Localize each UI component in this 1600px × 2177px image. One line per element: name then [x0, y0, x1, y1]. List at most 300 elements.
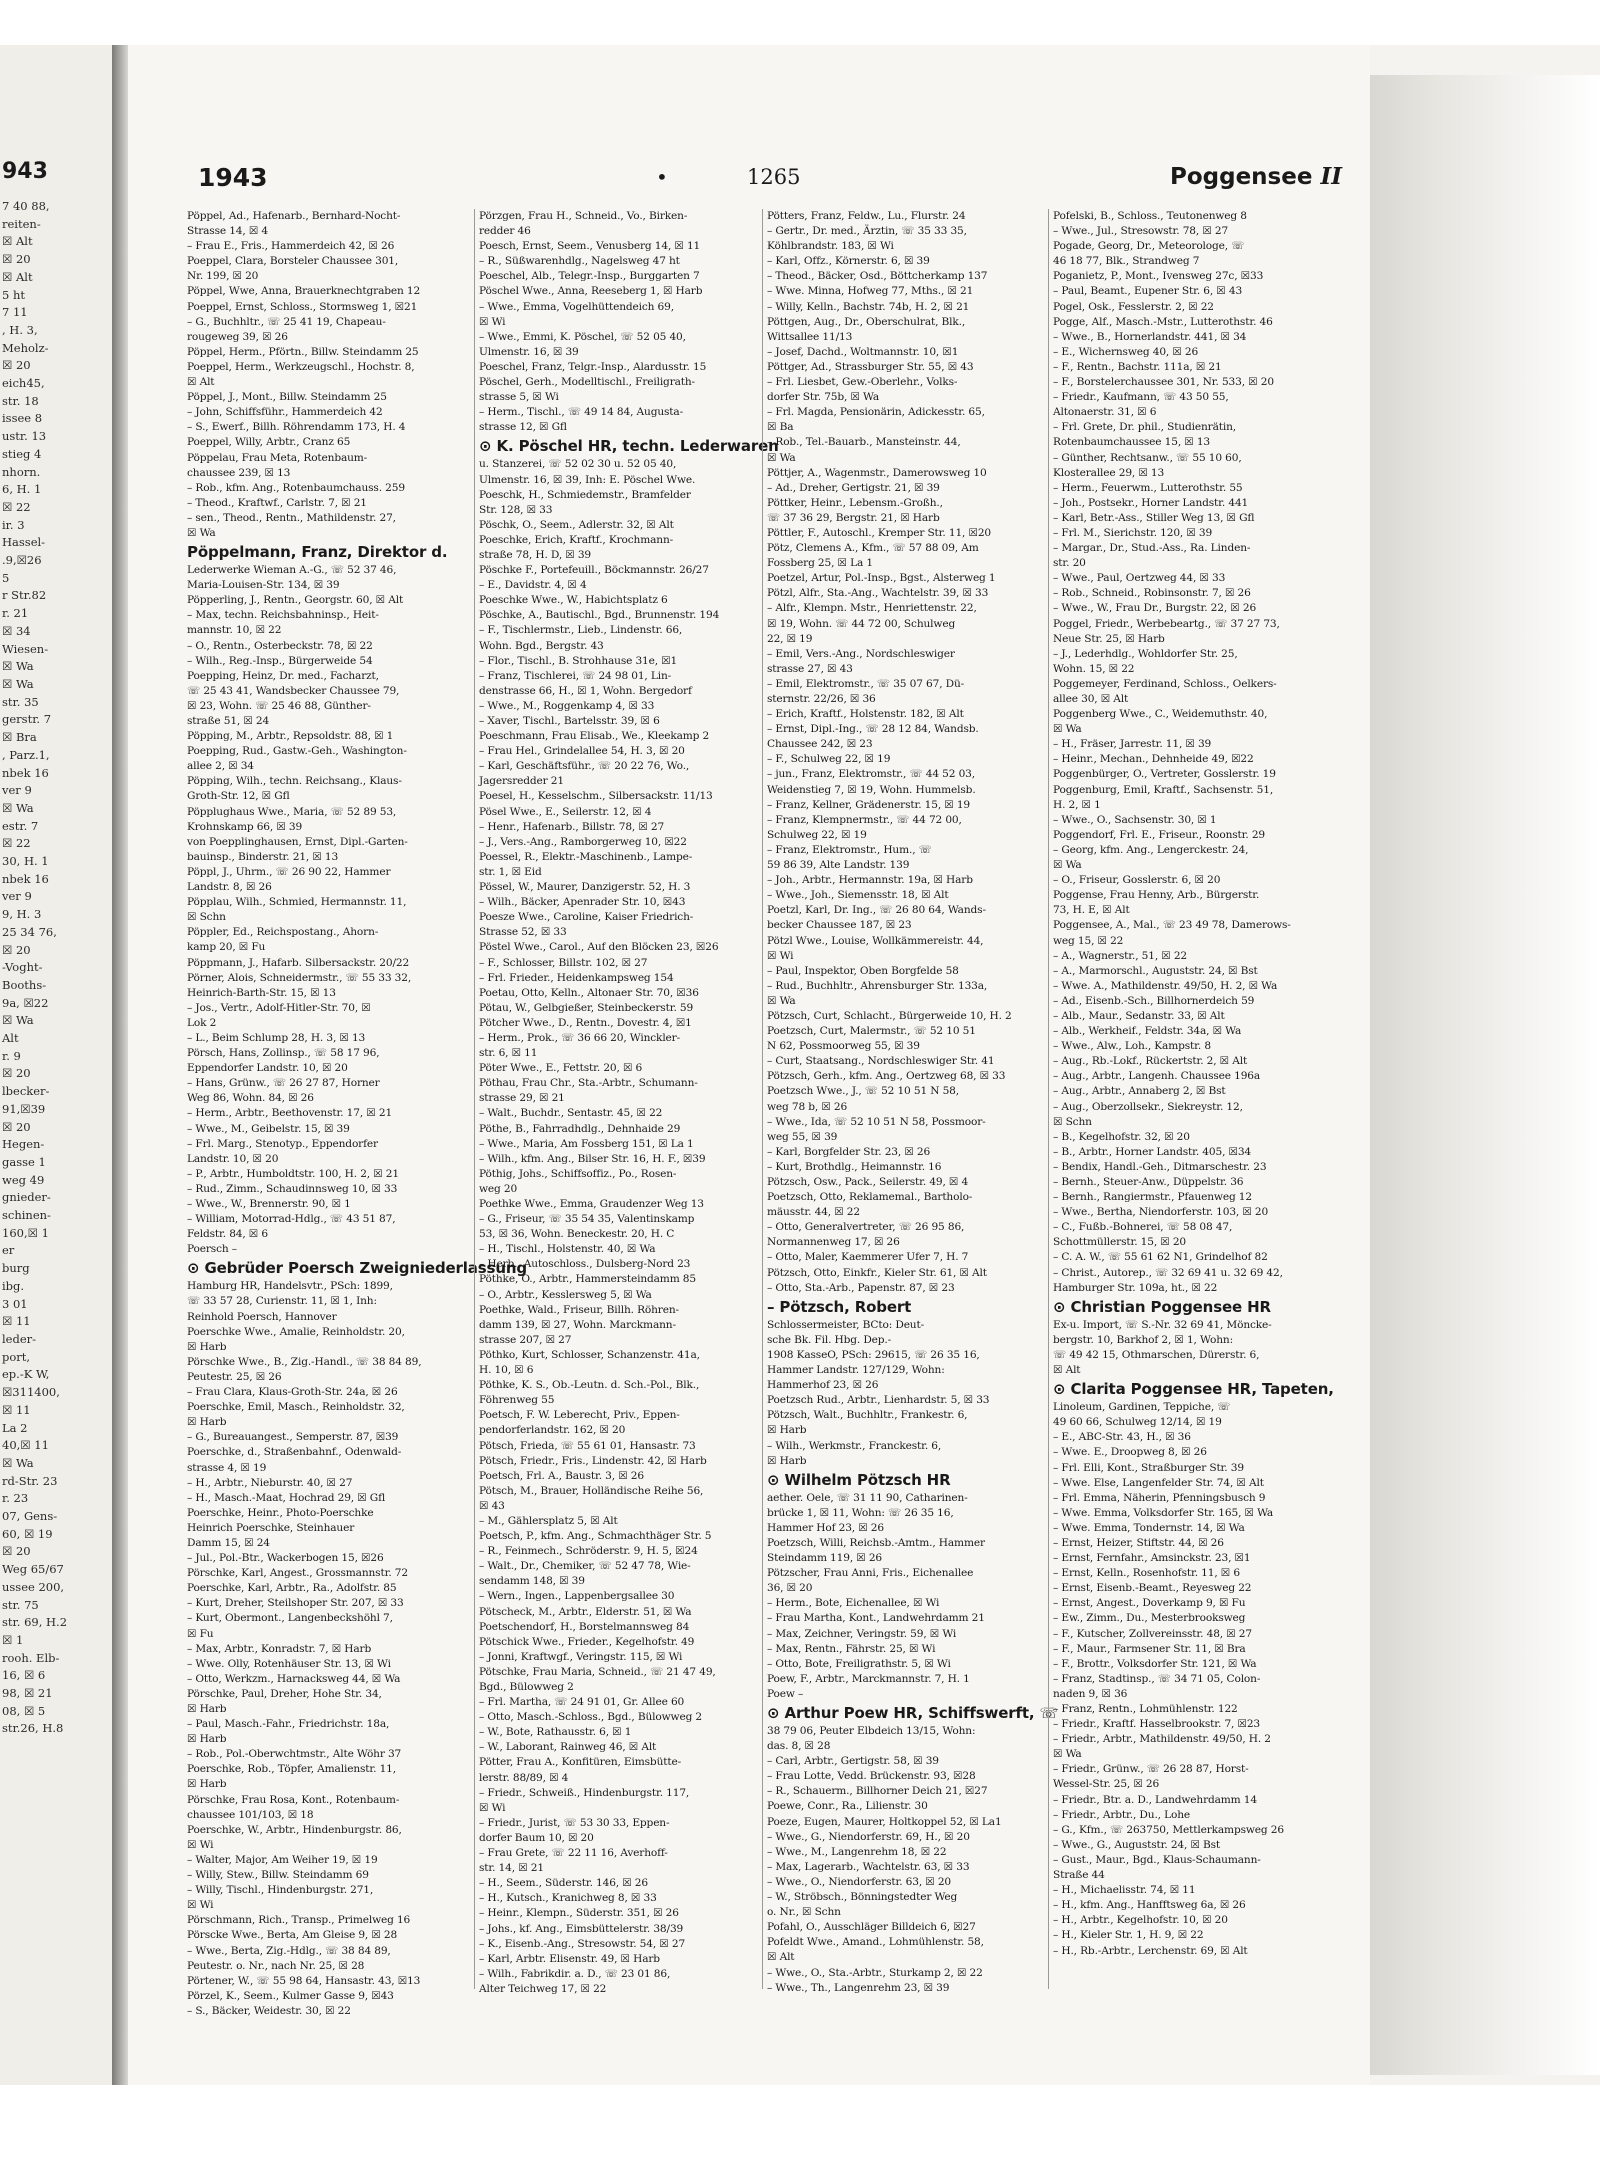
book-gutter — [112, 45, 128, 2085]
directory-entry: – Herm., Tischl., ☏ 49 14 84, Augusta- — [479, 406, 684, 419]
directory-entry: Klosterallee 29, ☒ 13 — [1053, 466, 1165, 479]
left-fragment-line: eich45, — [2, 376, 45, 391]
page-header — [198, 163, 1342, 203]
directory-entry: – O., Arbtr., Kesslersweg 5, ☒ Wa — [479, 1288, 652, 1301]
directory-entry: ☒ Alt — [187, 376, 215, 389]
directory-entry: – E., ABC-Str. 43, H., ☒ 36 — [1053, 1431, 1191, 1444]
directory-entry: Linoleum, Gardinen, Teppiche, ☏ — [1053, 1401, 1231, 1414]
directory-entry: Peutestr. 25, ☒ 26 — [187, 1370, 282, 1383]
directory-entry: – G., Friseur, ☏ 35 54 35, Valentinskamp — [479, 1213, 695, 1226]
directory-entry: allee 2, ☒ 34 — [187, 760, 254, 773]
left-fragment-line: stieg 4 — [2, 446, 42, 461]
directory-entry: Pöppelau, Frau Meta, Rotenbaum- — [187, 451, 368, 464]
directory-entry: – Frl. Grete, Dr. phil., Studienrätin, — [1053, 421, 1236, 434]
directory-entry: ☒ Harb — [187, 1416, 227, 1429]
directory-entry: – Wwe., M., Langenrehm 18, ☒ 22 — [767, 1845, 947, 1858]
directory-entry: – Erich, Kraftf., Holstenstr. 182, ☒ Alt — [767, 708, 964, 721]
directory-entry: – Wwe., Bertha, Niendorferstr. 103, ☒ 20 — [1053, 1206, 1269, 1219]
directory-entry: – Aug., Arbtr., Annaberg 2, ☒ Bst — [1053, 1085, 1226, 1098]
directory-entry: Nr. 199, ☒ 20 — [187, 270, 259, 283]
directory-entry: Pötschke, Frau Maria, Schneid., ☏ 21 47 49, — [479, 1665, 716, 1678]
directory-entry: – Wwe., G., Auguststr. 24, ☒ Bst — [1053, 1838, 1221, 1851]
directory-entry: Föhrenweg 55 — [479, 1394, 555, 1407]
directory-entry: Poetzsch, Willi, Reichsb.-Amtm., Hammer — [767, 1536, 985, 1549]
directory-entry: – Frl. Frieder., Heidenkampsweg 154 — [479, 971, 674, 984]
directory-entry: – Pötzsch, Robert — [767, 1297, 912, 1316]
directory-entry: – Heinr., Mechan., Dehnheide 49, ☒22 — [1053, 753, 1254, 766]
directory-entry: – H., kfm. Ang., Hanfftsweg 6a, ☒ 26 — [1053, 1899, 1246, 1912]
directory-entry: chaussee 101/103, ☒ 18 — [187, 1808, 314, 1821]
left-fragment-line: str. 35 — [2, 694, 39, 709]
directory-entry: – Kurt, Obermont., Langenbeckshöhl 7, — [187, 1612, 393, 1625]
directory-entry: – H., Tischl., Holstenstr. 40, ☒ Wa — [479, 1243, 656, 1256]
left-fragment-line: rooh. Elb- — [2, 1650, 60, 1665]
directory-entry: Pössel, W., Maurer, Danzigerstr. 52, H. 3 — [479, 881, 691, 894]
directory-entry: – Kurt, Brothdlg., Heimannstr. 16 — [767, 1160, 942, 1173]
directory-entry: – Herm., Feuerwm., Lutterothstr. 55 — [1053, 481, 1243, 494]
directory-entry: – Friedr., Grünw., ☏ 26 28 87, Horst- — [1053, 1763, 1249, 1776]
left-fragment-line: 7 40 88, — [2, 199, 50, 213]
directory-entry: – Rud., Zimm., Schaudinnsweg 10, ☒ 33 — [187, 1182, 398, 1195]
directory-entry: sternstr. 22/26, ☒ 36 — [767, 693, 876, 705]
directory-entry: – Wwe., M., Geibelstr. 15, ☒ 39 — [187, 1122, 350, 1135]
directory-entry: mannstr. 10, ☒ 22 — [187, 624, 282, 637]
left-fragment-line: 5 — [2, 570, 10, 585]
directory-entry: Pöpping, Wilh., techn. Reichsang., Klaus- — [187, 775, 402, 788]
directory-entry: – Wwe. A., Mathildenstr. 49/50, H. 2, ☒ Wa — [1053, 979, 1278, 992]
left-page-lines — [0, 198, 112, 1738]
directory-entry: – Wwe., Alw., Loh., Kampstr. 8 — [1053, 1040, 1211, 1053]
directory-entry: Poerschke, Rob., Töpfer, Amalienstr. 11, — [187, 1763, 396, 1776]
directory-entry: Poew, F., Arbtr., Marckmannstr. 7, H. 1 — [767, 1672, 970, 1685]
left-fragment-line: er — [2, 1243, 15, 1258]
directory-entry: – Jul., Pol.-Btr., Wackerbogen 15, ☒26 — [187, 1552, 384, 1565]
directory-entry: Pötsch, Friedr., Fris., Lindenstr. 42, ☒ Harb — [479, 1454, 707, 1467]
directory-entry: – A., Wagnerstr., 51, ☒ 22 — [1053, 949, 1187, 962]
directory-entry: mäusstr. 44, ☒ 22 — [767, 1206, 860, 1219]
directory-entry: – R., Feinmech., Schröderstr. 9, H. 5, ☒24 — [479, 1545, 698, 1558]
directory-entry: – Max, techn. Reichsbahninsp., Heit- — [187, 609, 379, 622]
directory-entry: Poerschke, W., Arbtr., Hindenburgstr. 86, — [187, 1823, 402, 1836]
directory-entry: – H., Seem., Süderstr. 146, ☒ 26 — [479, 1877, 648, 1890]
directory-entry: – Frl. Liesbet, Gew.-Oberlehr., Volks- — [767, 376, 958, 389]
directory-entry: ⊙ Arthur Poew HR, Schiffswerft, ☏ — [767, 1704, 1059, 1722]
left-fragment-line: lbecker- — [2, 1084, 50, 1099]
directory-entry: – W., Bote, Rathausstr. 6, ☒ 1 — [479, 1726, 632, 1739]
directory-entry: Heinrich Poerschke, Steinhauer — [187, 1521, 355, 1534]
directory-entry: Poeschel, Franz, Telgr.-Insp., Alardusstr. 15 — [479, 360, 707, 373]
left-fragment-line: str. 18 — [2, 393, 39, 408]
directory-entry: – Margar., Dr., Stud.-Ass., Ra. Linden- — [1053, 542, 1251, 555]
directory-entry: ☒ Wa — [1053, 859, 1082, 872]
directory-entry: – B., Kegelhofstr. 32, ☒ 20 — [1053, 1130, 1190, 1143]
left-fragment-line: gerstr. 7 — [2, 712, 52, 727]
left-fragment-line: 9, H. 3 — [2, 907, 42, 922]
directory-entry: Pogel, Osk., Fesslerstr. 2, ☒ 22 — [1053, 300, 1214, 313]
directory-entry: Poetzel, Artur, Pol.-Insp., Bgst., Alsterweg 1 — [767, 572, 996, 585]
directory-entry: Köhlbrandstr. 183, ☒ Wi — [767, 240, 894, 253]
directory-entry: Poetzl, Karl, Dr. Ing., ☏ 26 80 64, Wands- — [767, 904, 986, 917]
directory-entry: Reinhold Poersch, Hannover — [187, 1310, 337, 1323]
directory-entry: Pötsch, Frieda, ☏ 55 61 01, Hansastr. 73 — [479, 1439, 696, 1452]
directory-entry: Pötzsch, Walt., Buchhltr., Frankestr. 6, — [767, 1409, 968, 1422]
directory-entry: bauinsp., Binderstr. 21, ☒ 13 — [187, 850, 339, 863]
directory-entry: – O., Rentn., Osterbeckstr. 78, ☒ 22 — [187, 639, 373, 652]
directory-entry: Eppendorfer Landstr. 10, ☒ 20 — [187, 1062, 348, 1075]
directory-entry: Pötzsch, Curt, Schlacht., Bürgerweide 10, H. 2 — [767, 1009, 1012, 1022]
directory-entry: – Wwe. Emma, Volksdorfer Str. 165, ☒ Wa — [1053, 1506, 1274, 1519]
directory-entry: ⊙ K. Pöschel HR, techn. Lederwaren — [479, 437, 779, 456]
directory-entry: Pörscke Wwe., Berta, Am Gleise 9, ☒ 28 — [187, 1929, 398, 1942]
directory-entry: Poganietz, P., Mont., Ivensweg 27c, ☒33 — [1053, 270, 1264, 283]
directory-entry: Pötscheck, M., Arbtr., Elderstr. 51, ☒ Wa — [479, 1605, 692, 1618]
directory-entry: Pöppmann, J., Hafarb. Silbersackstr. 20/22 — [187, 956, 410, 969]
directory-entry: Poeschke, Erich, Kraftf., Krochmann- — [479, 533, 674, 546]
directory-entry: Poeze, Eugen, Maurer, Holtkoppel 52, ☒ La1 — [767, 1815, 1002, 1828]
left-fragment-line: ustr. 13 — [2, 429, 47, 444]
directory-entry: – Ad., Dreher, Gertigstr. 21, ☒ 39 — [767, 481, 940, 494]
left-fragment-line: ☒ Wa — [2, 659, 34, 674]
directory-entry: – sen., Theod., Rentn., Mathildenstr. 27, — [187, 511, 396, 524]
directory-entry: – Frau Lotte, Vedd. Brückenstr. 93, ☒28 — [767, 1770, 976, 1783]
directory-entry: – Wilh., Reg.-Insp., Bürgerweide 54 — [187, 654, 373, 667]
directory-entry: ☒ 19, Wohn. ☏ 44 72 00, Schulweg — [767, 617, 956, 630]
directory-entry: Poewe, Conr., Ra., Lilienstr. 30 — [767, 1800, 928, 1813]
directory-entry: – R., Schauerm., Billhorner Deich 21, ☒27 — [767, 1785, 988, 1798]
directory-entry: Heinrich-Barth-Str. 15, ☒ 13 — [187, 986, 336, 999]
left-fragment-line: -Voght- — [2, 960, 43, 975]
directory-entry: ☒ Wa — [1053, 723, 1082, 736]
directory-entry: Poethke Wwe., Emma, Graudenzer Weg 13 — [479, 1198, 704, 1210]
directory-entry: Str. 128, ☒ 33 — [479, 503, 553, 516]
directory-entry: bergstr. 10, Barkhof 2, ☒ 1, Wohn: — [1053, 1333, 1233, 1346]
directory-entry: ☒ 43 — [479, 1499, 505, 1512]
directory-entry: – Herm., Bote, Eichenallee, ☒ Wi — [767, 1597, 940, 1610]
directory-entry: – Jonni, Kraftwgf., Veringstr. 115, ☒ Wi — [479, 1650, 683, 1663]
left-fragment-line: ☒ 20 — [2, 358, 31, 373]
directory-entry: 49 60 66, Schulweg 12/14, ☒ 19 — [1053, 1416, 1222, 1429]
directory-entry: Neue Str. 25, ☒ Harb — [1053, 632, 1165, 645]
directory-entry: – Friedr., Schweiß., Hindenburgstr. 117, — [479, 1786, 690, 1799]
left-fragment-line: 25 34 76, — [2, 924, 57, 939]
directory-entry: – Josef, Dachd., Woltmannstr. 10, ☒1 — [767, 345, 959, 358]
directory-entry: – W., Ströbsch., Bönningstedter Weg — [767, 1891, 958, 1904]
directory-entry: – Karl, Geschäftsführ., ☏ 20 22 76, Wo., — [479, 760, 690, 773]
directory-entry: – William, Motorrad-Hdlg., ☏ 43 51 87, — [187, 1213, 396, 1226]
directory-entry: Wohn. 15, ☒ 22 — [1053, 662, 1135, 675]
directory-entry: – L., Beim Schlump 28, H. 3, ☒ 13 — [187, 1031, 366, 1044]
directory-entry: – Wwe., G., Niendorferstr. 69, H., ☒ 20 — [767, 1830, 970, 1843]
directory-entry: Rotenbaumchaussee 15, ☒ 13 — [1053, 436, 1211, 449]
directory-entry: – Willy, Tischl., Hindenburgstr. 271, — [187, 1884, 374, 1897]
directory-entry: – Walt., Dr., Chemiker, ☏ 52 47 78, Wie- — [479, 1560, 691, 1573]
directory-entry: ☒ Fu — [187, 1627, 214, 1640]
directory-entry: strasse 12, ☒ Gfl — [479, 421, 567, 434]
directory-entry: Pöthau, Frau Chr., Sta.-Arbtr., Schumann- — [479, 1077, 698, 1090]
left-fragment-line: ☒ 20 — [2, 252, 31, 267]
directory-entry: – G., Kfm., ☏ 263750, Mettlerkampsweg 26 — [1053, 1823, 1284, 1836]
directory-entry: strasse 4, ☒ 19 — [187, 1461, 267, 1474]
left-fragment-line: , H. 3, — [2, 322, 38, 337]
directory-entry: – Karl, Borgfelder Str. 23, ☒ 26 — [767, 1145, 931, 1158]
left-fragment-line: str. 69, H.2 — [2, 1615, 68, 1630]
directory-entry: Pötzl, Alfr., Sta.-Ang., Wachtelstr. 39, ☒ 33 — [767, 587, 989, 600]
directory-entry: Steindamm 119, ☒ 26 — [767, 1552, 883, 1565]
left-fragment-line: ☒ 20 — [2, 942, 31, 957]
left-fragment-line: Booths- — [2, 977, 47, 992]
directory-entry: – Ernst, Angest., Doverkamp 9, ☒ Fu — [1053, 1597, 1246, 1610]
directory-entry: Pörschke, Frau Rosa, Kont., Rotenbaum- — [187, 1793, 400, 1806]
directory-entry: – Wwe., W., Brennerstr. 90, ☒ 1 — [187, 1198, 351, 1210]
directory-entry: ⊙ Gebrüder Poersch Zweigniederlassung — [187, 1259, 527, 1278]
directory-entry: – Wilh., kfm. Ang., Bilser Str. 16, H. F., ☒39 — [479, 1152, 706, 1165]
directory-entry: Hammer Hof 23, ☒ 26 — [767, 1521, 884, 1534]
directory-entry: – Paul, Beamt., Eupener Str. 6, ☒ 43 — [1053, 285, 1243, 298]
directory-entry: Poetzsch Wwe., J., ☏ 52 10 51 N 58, — [767, 1085, 959, 1098]
left-fragment-line: 7 11 — [2, 305, 28, 320]
left-fragment-line: nhorn. — [2, 464, 41, 479]
left-fragment-line: ☒ 11 — [2, 1314, 31, 1329]
directory-entry: ☒ Schn — [1053, 1115, 1092, 1128]
directory-entry: Pöppel, Wwe, Anna, Brauerknechtgraben 12 — [187, 285, 421, 298]
directory-entry: Pöttler, F., Autoschl., Kremper Str. 11, ☒20 — [767, 526, 991, 539]
directory-entry: Poggendorf, Frl. E., Friseur., Roonstr. 29 — [1053, 828, 1266, 841]
directory-entry: – Franz, Kellner, Grädenerstr. 15, ☒ 19 — [767, 798, 971, 811]
directory-entry: – B., Arbtr., Horner Landstr. 405, ☒34 — [1053, 1145, 1252, 1158]
directory-entry: Pötters, Franz, Feldw., Lu., Flurstr. 24 — [767, 210, 966, 222]
directory-entry: strasse 29, ☒ 21 — [479, 1092, 565, 1105]
directory-entry: Groth-Str. 12, ☒ Gfl — [187, 790, 290, 803]
directory-entry: – F., Schlosser, Billstr. 102, ☒ 27 — [479, 956, 648, 969]
directory-entry: 46 18 77, Blk., Strandweg 7 — [1053, 255, 1200, 268]
left-fragment-line: gnieder- — [2, 1190, 51, 1205]
directory-entry: – Ad., Eisenb.-Sch., Billhornerdeich 59 — [1053, 994, 1255, 1007]
directory-entry: Poetsch, F. W. Leberecht, Priv., Eppen- — [479, 1409, 680, 1422]
directory-entry: Pöthke, K. S., Ob.-Leutn. d. Sch.-Pol., Blk., — [479, 1379, 700, 1392]
directory-entry: – Wwe. Emma, Tondernstr. 14, ☒ Wa — [1053, 1521, 1245, 1534]
directory-entry: – Friedr., Kaufmann, ☏ 43 50 55, — [1053, 391, 1229, 404]
directory-entry: Pöpperling, J., Rentn., Georgstr. 60, ☒ Alt — [187, 594, 404, 607]
directory-entry: – S., Ewerf., Billh. Röhrendamm 173, H. 4 — [187, 421, 406, 434]
directory-entry: 36, ☒ 20 — [767, 1582, 813, 1595]
directory-entry: – J., Lederhdlg., Wohldorfer Str. 25, — [1053, 647, 1238, 660]
left-fragment-line: ☒ Alt — [2, 269, 33, 284]
directory-entry: Ulmenstr. 16, ☒ 39, Inh: E. Pöschel Wwe. — [479, 473, 696, 486]
directory-entry: ☒ Harb — [767, 1454, 807, 1467]
directory-entry: – Wwe., B., Hornerlandstr. 441, ☒ 34 — [1053, 330, 1247, 343]
directory-entry: H. 10, ☒ 6 — [479, 1364, 534, 1377]
directory-entry: str. 1, ☒ Eid — [479, 865, 542, 878]
directory-entry: ☒ Wi — [187, 1838, 214, 1851]
street-name: Poggensee — [1170, 164, 1313, 190]
directory-entry: – Frau Clara, Klaus-Groth-Str. 24a, ☒ 26 — [187, 1386, 398, 1399]
directory-entry: Pöppel, J., Mont., Billw. Steindamm 25 — [187, 391, 387, 404]
directory-entry: Poesze Wwe., Caroline, Kaiser Friedrich- — [479, 911, 694, 924]
directory-column-3 — [762, 209, 1059, 1994]
directory-entry: Poggel, Friedr., Werbebeartg., ☏ 37 27 73, — [1053, 617, 1280, 630]
directory-entry: Poetau, Otto, Kelln., Altonaer Str. 70, ☒36 — [479, 986, 699, 999]
directory-entry: ☒ Schn — [187, 911, 226, 924]
directory-entry: – Alfr., Klempn. Mstr., Henriettenstr. 22, — [767, 602, 977, 615]
directory-entry: ⊙ Christian Poggensee HR — [1053, 1297, 1271, 1316]
left-fragment-line: .9,☒26 — [2, 553, 42, 568]
directory-entry: strasse 207, ☒ 27 — [479, 1333, 572, 1346]
left-page-fragment — [0, 45, 114, 2085]
directory-entry: – Xaver, Tischl., Bartelsstr. 39, ☒ 6 — [479, 715, 660, 727]
directory-entry: Wittsallee 11/13 — [767, 330, 853, 343]
directory-entry: – Frl. Emma, Näherin, Pfenningsbusch 9 — [1053, 1491, 1266, 1504]
directory-entry: Pöpplughaus Wwe., Maria, ☏ 52 89 53, — [187, 805, 397, 818]
left-fragment-line: 16, ☒ 6 — [2, 1668, 46, 1683]
left-fragment-line: ☒ Wa — [2, 800, 34, 815]
directory-entry: – Wwe. Minna, Hofweg 77, Mths., ☒ 21 — [767, 285, 974, 298]
directory-entry: Poggensee, A., Mal., ☏ 23 49 78, Damerows- — [1053, 919, 1291, 932]
directory-entry: Pogge, Alf., Masch.-Mstr., Lutterothstr. 46 — [1053, 315, 1273, 328]
directory-entry: Poggemeyer, Ferdinand, Schloss., Oelkers- — [1053, 677, 1277, 690]
directory-entry: – G., Buchhltr., ☏ 25 41 19, Chapeau- — [187, 315, 386, 328]
directory-entry: – Heinr., Klempn., Süderstr. 351, ☒ 26 — [479, 1907, 679, 1920]
directory-entry: – F., Maur., Farmsener Str. 11, ☒ Bra — [1053, 1642, 1246, 1655]
directory-entry: Schulweg 22, ☒ 19 — [767, 828, 867, 841]
directory-entry: Pötzsch, Otto, Einkfr., Kieler Str. 61, ☒ Alt — [767, 1266, 987, 1279]
directory-entry: – Friedr., Btr. a. D., Landwehrdamm 14 — [1053, 1793, 1257, 1806]
directory-entry: – Wwe., W., Frau Dr., Burgstr. 22, ☒ 26 — [1053, 602, 1257, 615]
directory-entry: – Frau Martha, Kont., Landwehrdamm 21 — [767, 1612, 985, 1625]
left-fragment-line: ver 9 — [2, 889, 32, 904]
directory-entry: Pötsch, M., Brauer, Holländische Reihe 56, — [479, 1484, 704, 1497]
directory-entry: Pöschk, O., Seem., Adlerstr. 32, ☒ Alt — [479, 518, 674, 531]
directory-entry: Weidenstieg 7, ☒ 19, Wohn. Hummelsb. — [767, 783, 976, 796]
directory-entry: Pofeldt Wwe., Amand., Lohmühlenstr. 58, — [767, 1936, 984, 1949]
directory-entry: straße 78, H. D, ☒ 39 — [479, 548, 592, 561]
directory-entry: ☒ Alt — [1053, 1364, 1081, 1377]
directory-entry: – O., Friseur, Gosslerstr. 6, ☒ 20 — [1053, 874, 1221, 887]
directory-entry: becker Chaussee 187, ☒ 23 — [767, 919, 912, 932]
page-street-title — [1170, 163, 1342, 190]
directory-entry: – C. A. W., ☏ 55 61 62 N1, Grindelhof 82 — [1053, 1251, 1268, 1264]
directory-entry: 53, ☒ 36, Wohn. Beneckestr. 20, H. C — [479, 1228, 675, 1241]
directory-entry: – Paul, Inspektor, Oben Borgfelde 58 — [767, 964, 959, 977]
directory-entry: – Frau Grete, ☏ 22 11 16, Averhoff- — [479, 1847, 668, 1860]
left-fragment-line: ☒311400, — [2, 1385, 60, 1400]
directory-entry: Jagersredder 21 — [479, 775, 564, 788]
left-fragment-line: ☒ 34 — [2, 623, 31, 638]
directory-entry: Poeppel, Ernst, Schloss., Stormsweg 1, ☒21 — [187, 300, 418, 313]
directory-entry: kamp 20, ☒ Fu — [187, 941, 266, 954]
directory-entry: Poeppel, Willy, Arbtr., Cranz 65 — [187, 436, 351, 449]
left-fragment-line: ibg. — [2, 1278, 25, 1293]
directory-entry: – Max, Zeichner, Veringstr. 59, ☒ Wi — [767, 1627, 957, 1640]
directory-entry: – Henr., Hafenarb., Billstr. 78, ☒ 27 — [479, 820, 665, 833]
directory-entry: Pöschke, A., Bautischl., Bgd., Brunnenstr. 194 — [479, 609, 720, 622]
directory-entry: ☒ Harb — [187, 1778, 227, 1791]
directory-entry: Maria-Louisen-Str. 134, ☒ 39 — [187, 579, 340, 592]
directory-entry: ☒ Harb — [187, 1703, 227, 1715]
page-edge-shadow — [1370, 75, 1600, 2075]
directory-entry: – Wwe. Else, Langenfelder Str. 74, ☒ Alt — [1053, 1476, 1264, 1489]
left-fragment-line: , Parz.1, — [2, 747, 50, 762]
directory-entry: – Otto, Sta.-Arb., Papenstr. 87, ☒ 23 — [767, 1281, 955, 1294]
directory-entry: – jun., Franz, Elektromstr., ☏ 44 52 03, — [767, 768, 975, 781]
directory-entry: – H., Masch.-Maat, Hochrad 29, ☒ Gfl — [187, 1491, 386, 1504]
directory-entry: – Ew., Zimm., Du., Mesterbrooksweg — [1053, 1612, 1246, 1625]
directory-entry: – Herb., Autoschloss., Dulsberg-Nord 23 — [479, 1258, 691, 1271]
directory-entry: Pöppel, Ad., Hafenarb., Bernhard-Nocht- — [187, 210, 401, 222]
directory-entry: Strasse 14, ☒ 4 — [187, 225, 268, 238]
directory-entry: Poeppel, Clara, Borsteler Chaussee 301, — [187, 255, 399, 268]
directory-entry: brücke 1, ☒ 11, Wohn: ☏ 26 35 16, — [767, 1506, 954, 1519]
directory-entry: ☏ 49 42 15, Othmarschen, Dürerstr. 6, — [1053, 1348, 1260, 1361]
left-fragment-line: ☒ 20 — [2, 1544, 31, 1559]
left-fragment-line: ☒ 22 — [2, 836, 31, 851]
directory-entry: Pörschmann, Rich., Transp., Primelweg 16 — [187, 1914, 411, 1927]
directory-entry: Pötzsch, Gerh., kfm. Ang., Oertzweg 68, ☒ 33 — [767, 1070, 1006, 1083]
directory-entry: – Frl. M., Sierichstr. 120, ☒ 39 — [1053, 526, 1213, 539]
directory-page — [128, 45, 1370, 2085]
left-fragment-line: ☒ Bra — [2, 730, 37, 745]
directory-entry: – Franz, Klempnermstr., ☏ 44 72 00, — [767, 813, 962, 826]
directory-entry: – H., Fräser, Jarrestr. 11, ☒ 39 — [1053, 738, 1212, 751]
directory-entry: – G., Bureauangest., Semperstr. 87, ☒39 — [187, 1431, 399, 1444]
left-fragment-line: ☒ 20 — [2, 1119, 31, 1134]
directory-entry: Wessel-Str. 25, ☒ 26 — [1053, 1778, 1160, 1791]
directory-entry: 22, ☒ 19 — [767, 632, 813, 645]
left-fragment-line: 60, ☒ 19 — [2, 1526, 53, 1541]
directory-entry: Poeschk, H., Schmiedemstr., Bramfelder — [479, 488, 691, 501]
directory-entry: – Wwe. E., Droopweg 8, ☒ 26 — [1053, 1446, 1207, 1459]
directory-entry: – Karl, Arbtr. Elisenstr. 49, ☒ Harb — [479, 1952, 660, 1965]
left-fragment-line: gasse 1 — [2, 1154, 46, 1169]
directory-entry: – Wilh., Werkmstr., Franckestr. 6, — [767, 1439, 942, 1452]
left-fragment-line: ep.-K W, — [2, 1367, 50, 1382]
directory-entry: – Frl. Elli, Kont., Straßburger Str. 39 — [1053, 1461, 1244, 1474]
page-number: 1265 — [747, 165, 801, 189]
directory-entry: Poethke, Wald., Friseur, Billh. Röhren- — [479, 1303, 679, 1316]
directory-entry: – Jos., Vertr., Adolf-Hitler-Str. 70, ☒ — [187, 1001, 371, 1014]
directory-entry: – H., Kutsch., Kranichweg 8, ☒ 33 — [479, 1892, 657, 1905]
left-fragment-line: r. 23 — [2, 1491, 29, 1506]
directory-entry: Pöttgen, Aug., Dr., Oberschulrat, Blk., — [767, 315, 966, 328]
directory-entry: – Franz, Elektromstr., Hum., ☏ — [767, 843, 932, 856]
directory-entry: – Otto, Werkzm., Harnacksweg 44, ☒ Wa — [187, 1672, 401, 1685]
left-fragment-line: 5 ht — [2, 287, 25, 302]
directory-entry: – Ernst, Dipl.-Ing., ☏ 28 12 84, Wandsb. — [767, 723, 979, 736]
directory-entry: 59 86 39, Alte Landstr. 139 — [767, 859, 910, 872]
left-fragment-line: Hegen- — [2, 1137, 45, 1152]
left-fragment-line: Weg 65/67 — [2, 1562, 64, 1577]
directory-entry: – H., Michaelisstr. 74, ☒ 11 — [1053, 1884, 1196, 1897]
directory-entry: – Franz, Tischlerei, ☏ 24 98 01, Lin- — [479, 669, 672, 682]
directory-entry: – Flor., Tischl., B. Strohhause 31e, ☒1 — [479, 654, 678, 667]
left-fragment-line: ☒ Wa — [2, 1455, 34, 1470]
left-fragment-line: 91,☒39 — [2, 1101, 46, 1116]
directory-entry: – Otto, Bote, Freiligrathstr. 5, ☒ Wi — [767, 1657, 951, 1670]
directory-entry: Pöppl, J., Uhrm., ☏ 26 90 22, Hammer — [187, 865, 391, 878]
directory-entry: ☒ Wi — [479, 1801, 506, 1814]
directory-entry: Poetzsch, Otto, Reklamemal., Bartholo- — [767, 1191, 973, 1204]
left-fragment-line: ☒ 11 — [2, 1402, 31, 1417]
directory-entry: Pörtener, W., ☏ 55 98 64, Hansastr. 43, ☒13 — [187, 1974, 421, 1987]
directory-entry: – Wwe., O., Niendorferstr. 63, ☒ 20 — [767, 1875, 952, 1888]
directory-entry: ☒ Alt — [767, 1951, 795, 1964]
directory-entry: Pörschke Wwe., B., Zig.-Handl., ☏ 38 84 89, — [187, 1355, 422, 1368]
directory-entry: – F., Kutscher, Zollvereinsstr. 48, ☒ 27 — [1053, 1627, 1252, 1640]
directory-entry: – Friedr., Kraftf. Hasselbrookstr. 7, ☒23 — [1053, 1718, 1261, 1731]
directory-entry: ☒ 23, Wohn. ☏ 25 46 88, Günther- — [187, 699, 371, 712]
left-fragment-line: ☒ 20 — [2, 1066, 31, 1081]
directory-entry: Weg 86, Wohn. 84, ☒ 26 — [187, 1092, 314, 1105]
directory-entry: – K., Eisenb.-Ang., Stresowstr. 54, ☒ 27 — [479, 1937, 686, 1950]
